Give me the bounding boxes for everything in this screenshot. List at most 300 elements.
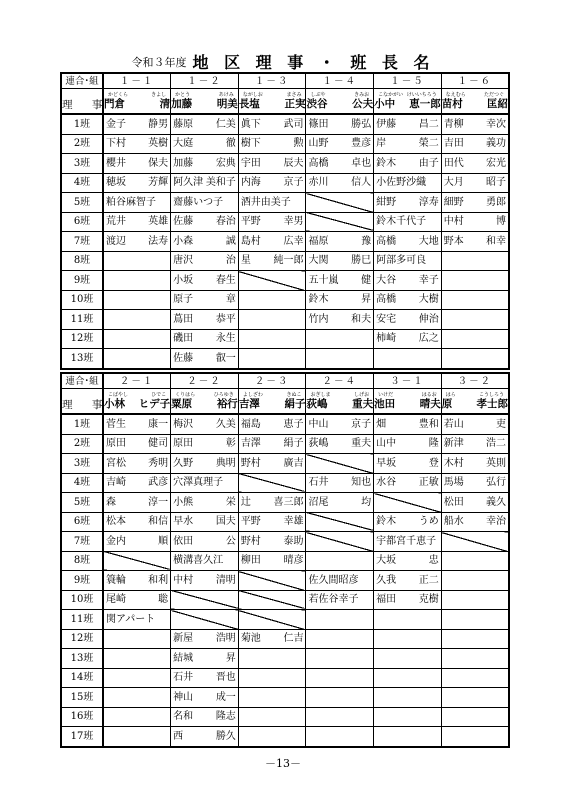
leader-name: [306, 158, 373, 169]
director-name: [306, 98, 373, 111]
leader-cell: [374, 668, 442, 688]
leader-cell: [171, 473, 239, 493]
name-part: 大谷: [376, 274, 397, 286]
ruby-given: ただつぐ: [483, 91, 504, 98]
family-name: 苗村: [441, 97, 463, 110]
team-label: 2班: [61, 134, 103, 154]
leader-name: [442, 236, 508, 247]
name-part: 豊和: [418, 418, 439, 430]
name-part: 信人: [351, 177, 372, 189]
leader-cell: [306, 414, 374, 434]
leader-cell: [171, 251, 239, 271]
empty-cell: [306, 512, 374, 532]
name-part: 石井: [173, 672, 194, 684]
leader-cell: [171, 173, 239, 193]
leader-cell: [306, 629, 374, 649]
name-part: 紺野: [376, 196, 397, 208]
leader-cell: [374, 610, 442, 630]
page-title: [0, 50, 566, 73]
table-row: [61, 134, 509, 154]
leader-cell: [171, 271, 239, 291]
table-row: [61, 571, 509, 591]
header-row: [61, 73, 509, 89]
name-part: 高橋: [376, 235, 397, 247]
leader-cell: [306, 232, 374, 252]
leader-name: [306, 294, 373, 305]
leader-name: [306, 255, 373, 266]
name-part: 忠: [428, 555, 439, 567]
leader-cell: [238, 134, 306, 154]
leader-cell: [103, 212, 171, 232]
leader-cell: [374, 512, 442, 532]
leader-cell: [171, 454, 239, 474]
name-part: 木村: [443, 457, 464, 469]
leader-cell: [306, 727, 374, 747]
family-name: 渋谷: [306, 97, 328, 110]
leader-cell: [374, 571, 442, 591]
leader-cell: [171, 707, 239, 727]
name-part: 高橋: [308, 157, 329, 169]
given-name: 孝士郎: [476, 397, 508, 410]
group-number: ２－３: [238, 373, 306, 389]
leader-cell: [171, 493, 239, 513]
leader-cell: [103, 512, 171, 532]
ruby-given: きよし: [151, 91, 167, 98]
leader-name: [171, 353, 238, 364]
name-part: 均: [361, 496, 372, 508]
name-part: 正敏: [418, 477, 439, 489]
name-part: 中村: [173, 574, 194, 586]
leader-name: 横溝喜久江: [173, 555, 224, 567]
director-row: [61, 389, 509, 415]
name-part: 昭子: [486, 177, 506, 189]
leader-cell: [441, 629, 509, 649]
team-label: 4班: [61, 473, 103, 493]
name-part: 武司: [283, 118, 304, 130]
leader-cell: [238, 727, 306, 747]
team-label: 5班: [61, 193, 103, 213]
leader-name: [171, 419, 238, 430]
director-name: [374, 398, 441, 411]
leader-cell: [441, 232, 509, 252]
name-part: 栄: [225, 496, 236, 508]
leader-cell: [171, 688, 239, 708]
leader-name: [171, 275, 238, 286]
leader-cell: [103, 688, 171, 708]
director-row: [61, 89, 509, 115]
name-part: 下村: [106, 138, 126, 150]
name-part: 国夫: [215, 516, 236, 528]
leader-cell: [374, 414, 442, 434]
table-row: [61, 212, 509, 232]
name-part: 成一: [215, 691, 236, 703]
name-part: 柳田: [240, 555, 261, 567]
leader-name: [442, 477, 508, 488]
given-name: 重夫: [352, 397, 374, 410]
leader-name: [239, 458, 306, 469]
team-label: 10班: [61, 590, 103, 610]
leader-name: [104, 594, 170, 605]
leader-cell: [374, 173, 442, 193]
name-part: 誠: [225, 235, 236, 247]
leader-name: 酒井由美子: [240, 196, 291, 208]
family-name: 荻嶋: [306, 397, 328, 410]
director-cell: [306, 389, 374, 415]
leader-cell: [306, 473, 374, 493]
leader-cell: [306, 551, 374, 571]
name-part: 安宅: [376, 313, 397, 325]
name-part: 篠田: [308, 118, 329, 130]
leader-cell: [441, 310, 509, 330]
leader-name: [104, 177, 170, 188]
leader-cell: [306, 707, 374, 727]
leader-cell: [374, 454, 442, 474]
leader-cell: [103, 571, 171, 591]
leader-name: [374, 555, 441, 566]
empty-cell: [238, 610, 306, 630]
name-part: 櫻井: [106, 157, 126, 169]
leader-cell: [306, 590, 374, 610]
leader-cell: [171, 727, 239, 747]
leader-cell: [374, 688, 442, 708]
table-row: [61, 349, 509, 369]
leader-name: [306, 275, 373, 286]
name-part: 福田: [376, 594, 397, 606]
title-year: 令和３年度: [131, 56, 187, 69]
name-part: 金子: [106, 118, 126, 130]
leader-cell: [306, 290, 374, 310]
leader-name: [442, 177, 508, 188]
empty-cell: [441, 532, 509, 552]
team-label: 2班: [61, 434, 103, 454]
name-part: 新屋: [173, 633, 194, 645]
leader-cell: [374, 727, 442, 747]
leader-name: [306, 138, 373, 149]
leader-cell: [441, 454, 509, 474]
leader-cell: [374, 349, 442, 369]
name-part: 野村: [240, 457, 261, 469]
leader-cell: [374, 649, 442, 669]
leader-name: [374, 236, 441, 247]
ruby-given: きみお: [354, 91, 370, 98]
name-part: 久野: [173, 457, 194, 469]
name-part: 保夫: [148, 157, 169, 169]
name-part: 穂坂: [106, 177, 126, 189]
leader-name: 小佐野沙織: [376, 177, 427, 189]
leader-name: [374, 594, 441, 605]
team-label: 16班: [61, 707, 103, 727]
name-part: 重夫: [351, 438, 372, 450]
name-part: 早坂: [376, 457, 397, 469]
name-part: 鈴木: [376, 516, 397, 528]
leader-cell: [171, 232, 239, 252]
header-label: 連合･組: [61, 373, 103, 389]
leader-cell: [103, 473, 171, 493]
name-part: 佐藤: [173, 216, 194, 228]
leader-name: [442, 438, 508, 449]
name-part: 野村: [240, 535, 261, 547]
name-part: 登: [428, 457, 439, 469]
name-part: 幸男: [283, 216, 304, 228]
leader-name: 穴澤真理子: [173, 477, 224, 489]
table-row: [61, 727, 509, 747]
leader-name: 若佐谷幸子: [308, 594, 359, 606]
table-row: [61, 434, 509, 454]
leader-cell: [306, 649, 374, 669]
name-part: 康一: [148, 418, 169, 430]
leader-name: [104, 236, 170, 247]
leader-cell: [171, 434, 239, 454]
name-part: 田代: [443, 157, 464, 169]
leader-name: [104, 536, 170, 547]
group-number: ３－１: [374, 373, 442, 389]
name-part: 島村: [240, 235, 261, 247]
ruby-given: しげお: [354, 391, 370, 398]
name-part: 五十嵐: [308, 274, 339, 286]
leader-cell: [374, 232, 442, 252]
header-label: 連合･組: [61, 73, 103, 89]
name-part: 福原: [308, 235, 329, 247]
name-part: 京子: [283, 177, 304, 189]
name-part: 眞下: [240, 118, 261, 130]
leader-name: [306, 419, 373, 430]
leader-name: [171, 653, 238, 664]
leader-cell: [306, 493, 374, 513]
leader-cell: [103, 310, 171, 330]
leader-name: 関アパート: [106, 613, 156, 625]
director-cell: [238, 89, 306, 115]
director-cell: [306, 89, 374, 115]
leader-name: [171, 672, 238, 683]
name-part: 英則: [486, 457, 506, 469]
leader-name: 粕谷麻智子: [106, 196, 156, 208]
leader-cell: [441, 251, 509, 271]
ruby-family: こばやし: [108, 391, 129, 398]
leader-name: [104, 216, 170, 227]
leader-cell: [306, 610, 374, 630]
leader-name: [171, 236, 238, 247]
leader-name: [171, 536, 238, 547]
name-part: 英雄: [148, 216, 169, 228]
leader-cell: [306, 571, 374, 591]
leader-cell: [374, 329, 442, 349]
team-label: 13班: [61, 349, 103, 369]
name-part: 幸治: [486, 516, 506, 528]
leader-cell: [441, 571, 509, 591]
leader-name: [104, 138, 170, 149]
leader-cell: [238, 173, 306, 193]
name-part: 唐沢: [173, 255, 194, 267]
empty-cell: [238, 571, 306, 591]
leader-cell: [103, 493, 171, 513]
family-name: 小中: [374, 97, 396, 110]
leader-cell: [306, 329, 374, 349]
name-part: うめ: [418, 516, 439, 528]
role-label: 理 事: [61, 389, 103, 415]
empty-cell: [238, 590, 306, 610]
ruby-family: こなかがい: [378, 91, 404, 98]
table-row: [61, 551, 509, 571]
leader-cell: [441, 610, 509, 630]
leader-name: [442, 158, 508, 169]
leader-name: [374, 138, 441, 149]
leader-cell: [103, 590, 171, 610]
name-part: 船水: [443, 516, 464, 528]
name-part: 宮松: [106, 457, 126, 469]
leader-name: [171, 177, 238, 188]
director-name: [104, 98, 170, 111]
table-row: [61, 454, 509, 474]
name-part: 晋也: [215, 672, 236, 684]
ruby-family: くりはら: [175, 391, 196, 398]
name-part: 和信: [148, 516, 169, 528]
name-part: 仁美: [215, 118, 236, 130]
name-part: 山中: [376, 438, 397, 450]
name-part: 隆志: [215, 711, 236, 723]
roster-table-1: [60, 72, 510, 370]
team-label: 6班: [61, 512, 103, 532]
leader-cell: [441, 649, 509, 669]
team-label: 12班: [61, 629, 103, 649]
name-part: 辻: [240, 496, 251, 508]
name-part: 青柳: [443, 118, 464, 130]
leader-cell: [238, 532, 306, 552]
name-part: 章: [225, 294, 236, 306]
name-part: 和幸: [486, 235, 506, 247]
name-part: 春生: [215, 274, 236, 286]
name-part: 伊藤: [376, 118, 397, 130]
director-cell: [441, 89, 509, 115]
leader-cell: [238, 629, 306, 649]
table-row: [61, 512, 509, 532]
name-part: 山野: [308, 138, 329, 150]
name-part: 金内: [106, 535, 126, 547]
leader-cell: [171, 134, 239, 154]
leader-name: [239, 255, 306, 266]
leader-cell: [103, 329, 171, 349]
leader-cell: [238, 290, 306, 310]
leader-cell: [441, 493, 509, 513]
leader-cell: [238, 434, 306, 454]
name-part: 大樹: [418, 294, 439, 306]
leader-cell: [306, 349, 374, 369]
family-name: 小林: [104, 397, 125, 410]
leader-cell: [441, 271, 509, 291]
name-part: 大月: [443, 177, 464, 189]
leader-cell: [441, 173, 509, 193]
leader-cell: [306, 688, 374, 708]
team-label: 5班: [61, 493, 103, 513]
leader-cell: [374, 707, 442, 727]
table-row: [61, 251, 509, 271]
leader-cell: [374, 154, 442, 174]
leader-name: [374, 516, 441, 527]
leader-cell: [441, 154, 509, 174]
table-row: [61, 414, 509, 434]
name-part: 隆: [428, 438, 439, 450]
leader-name: [374, 419, 441, 430]
name-part: 竹内: [308, 313, 329, 325]
name-part: 叡一: [215, 352, 236, 364]
director-name: [239, 398, 306, 411]
leader-name: [374, 458, 441, 469]
director-name: [239, 98, 306, 111]
team-label: 9班: [61, 571, 103, 591]
leader-cell: [238, 512, 306, 532]
leader-name: [239, 555, 306, 566]
leader-name: [104, 458, 170, 469]
name-part: 原田: [106, 438, 126, 450]
leader-cell: [374, 590, 442, 610]
leader-cell: [374, 134, 442, 154]
name-part: 武彦: [148, 477, 169, 489]
team-label: 11班: [61, 610, 103, 630]
leader-name: [374, 477, 441, 488]
name-part: 平野: [240, 216, 261, 228]
leader-cell: [441, 434, 509, 454]
leader-cell: [441, 329, 509, 349]
ruby-family: しぶや: [310, 91, 326, 98]
name-part: 法寿: [148, 235, 169, 247]
name-part: 恵子: [283, 418, 304, 430]
name-part: 絹子: [283, 438, 304, 450]
group-number: １－４: [306, 73, 374, 89]
name-part: 尾崎: [106, 594, 126, 606]
leader-cell: [171, 649, 239, 669]
leader-cell: [441, 551, 509, 571]
given-name: 晴夫: [419, 397, 441, 410]
leader-cell: [103, 134, 171, 154]
family-name: 池田: [374, 397, 396, 410]
leader-name: [171, 731, 238, 742]
empty-cell: [306, 193, 374, 213]
name-part: 秀明: [148, 457, 169, 469]
leader-name: [171, 119, 238, 130]
leader-cell: [306, 173, 374, 193]
leader-cell: [103, 349, 171, 369]
leader-cell: [238, 114, 306, 134]
team-label: 3班: [61, 154, 103, 174]
name-part: 岸: [376, 138, 387, 150]
ruby-given: ひろゆき: [213, 391, 234, 398]
leader-cell: [171, 212, 239, 232]
leader-cell: [171, 154, 239, 174]
group-number: ２－１: [103, 373, 171, 389]
name-part: 義功: [486, 138, 506, 150]
leader-name: [239, 216, 306, 227]
leader-cell: [441, 512, 509, 532]
name-part: 勝久: [215, 730, 236, 742]
name-part: 吏: [496, 418, 506, 430]
table-row: [61, 668, 509, 688]
ruby-family: かどくら: [108, 91, 129, 98]
director-cell: [374, 389, 442, 415]
group-number: ２－４: [306, 373, 374, 389]
empty-cell: [306, 454, 374, 474]
name-part: 荒井: [106, 216, 126, 228]
ruby-family: いけだ: [378, 391, 394, 398]
name-part: 中村: [443, 216, 464, 228]
name-part: 原子: [173, 294, 194, 306]
leader-cell: [171, 290, 239, 310]
team-label: 12班: [61, 329, 103, 349]
director-cell: [238, 389, 306, 415]
leader-cell: [171, 329, 239, 349]
leader-name: [171, 458, 238, 469]
ruby-given: ひでこ: [151, 391, 167, 398]
leader-name: [442, 197, 508, 208]
leader-cell: [238, 668, 306, 688]
